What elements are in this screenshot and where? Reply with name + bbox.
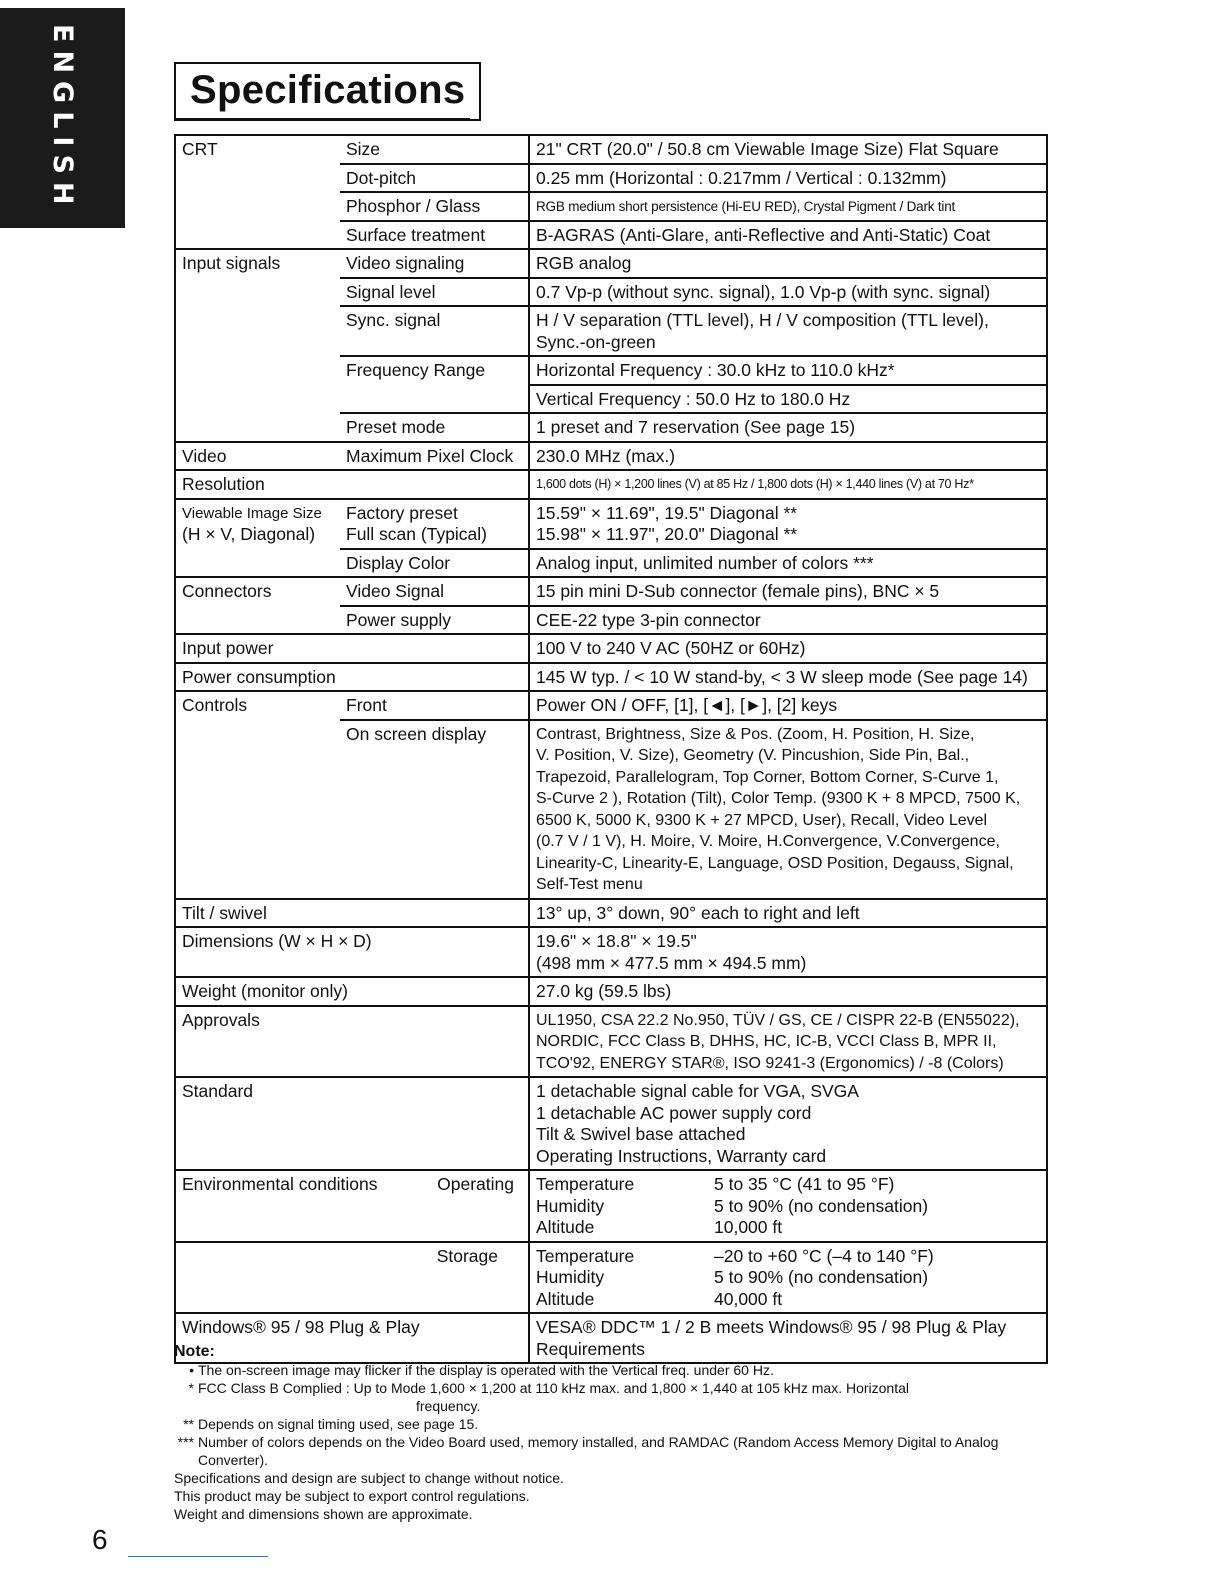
table-row bbox=[175, 899, 1047, 928]
specifications-table bbox=[174, 134, 1048, 1364]
table-cell: 0.7 Vp-p (without sync. signal), 1.0 Vp-p (with sync. signal) bbox=[529, 278, 1047, 307]
table-cell bbox=[175, 192, 340, 221]
table-cell: Vertical Frequency : 50.0 Hz to 180.0 Hz bbox=[529, 385, 1047, 414]
table-cell: 100 V to 240 V AC (50HZ or 60Hz) bbox=[529, 634, 1047, 663]
table-row bbox=[175, 192, 1047, 221]
table-row bbox=[175, 663, 1047, 692]
table-cell: Altitude bbox=[536, 1288, 595, 1309]
table-cell: Power consumption bbox=[175, 663, 529, 692]
notes-section bbox=[174, 1343, 1054, 1523]
table-cell: Viewable Image Size (H × V, Diagonal) bbox=[175, 499, 340, 549]
table-cell: 21" CRT (20.0" / 50.8 cm Viewable Image Size) Flat Square bbox=[529, 135, 1047, 164]
table-cell bbox=[529, 1242, 1047, 1314]
table-cell: Front bbox=[340, 691, 529, 720]
table-row bbox=[175, 549, 1047, 578]
table-row bbox=[175, 135, 1047, 164]
table-cell: VESA® DDC™ 1 / 2 B meets Windows® 95 / 98 Plug & Play Requirements bbox=[529, 1313, 1047, 1363]
table-row bbox=[175, 606, 1047, 635]
page-number: 6 bbox=[92, 1524, 108, 1555]
table-row bbox=[175, 691, 1047, 720]
table-cell: Input power bbox=[175, 634, 529, 663]
table-cell: Controls bbox=[175, 691, 340, 720]
table-cell: 5 to 90% (no condensation) bbox=[714, 1267, 929, 1287]
notes-heading: Note: bbox=[174, 1343, 215, 1360]
table-cell: Weight (monitor only) bbox=[175, 977, 529, 1006]
table-cell bbox=[175, 164, 340, 193]
table-cell: Video bbox=[175, 442, 340, 471]
table-row bbox=[175, 249, 1047, 278]
table-cell: Size bbox=[340, 135, 529, 164]
table-cell bbox=[175, 549, 340, 578]
note-item: * FCC Class B Complied : Up to Mode 1,600 × 1,200 at 110 kHz max. and 1,800 × 1,440 at 105 kHz max. Horizontal bbox=[188, 1380, 909, 1396]
table-cell: Altitude bbox=[536, 1217, 595, 1237]
note-item: • The on-screen image may flicker if the display is operated with the Vertical freq. under 60 Hz. bbox=[189, 1362, 774, 1378]
table-cell: Temperature bbox=[536, 1245, 635, 1266]
table-row bbox=[175, 634, 1047, 663]
table-row bbox=[175, 977, 1047, 1006]
table-cell: 145 W typ. / < 10 W stand-by, < 3 W sleep mode (See page 14) bbox=[529, 663, 1047, 692]
table-cell: Temperature bbox=[536, 1174, 635, 1194]
table-cell: Sync. signal bbox=[340, 306, 529, 356]
table-row bbox=[175, 1242, 1047, 1314]
table-cell: Maximum Pixel Clock bbox=[340, 442, 529, 471]
table-row bbox=[175, 385, 1047, 414]
note-item: *** Number of colors depends on the Video Board used, memory installed, and RAMDAC (Random Access Memory Digital to Analog Converter). bbox=[177, 1434, 999, 1468]
table-cell: UL1950, CSA 22.2 No.950, TÜV / GS, CE / CISPR 22-B (EN55022), NORDIC, FCC Class B, DHHS, HC, IC-B, VCCI Class B, MPR II, TCO'92, ENERGY STAR®, ISO 9241-3 (Ergonomics) / -8 (Colors) bbox=[529, 1006, 1047, 1078]
table-cell: Resolution bbox=[175, 470, 340, 499]
table-cell: 40,000 ft bbox=[714, 1288, 783, 1309]
note-line: Weight and dimensions shown are approximate. bbox=[174, 1506, 473, 1522]
table-cell: Frequency Range bbox=[340, 356, 529, 385]
table-cell: Tilt / swivel bbox=[175, 899, 529, 928]
table-cell: Humidity bbox=[536, 1267, 605, 1287]
table-cell: Signal level bbox=[340, 278, 529, 307]
table-row bbox=[175, 927, 1047, 977]
table-cell: RGB medium short persistence (Hi-EU RED), Crystal Pigment / Dark tint bbox=[529, 192, 1047, 221]
table-cell: Preset mode bbox=[340, 413, 529, 442]
table-cell: Phosphor / Glass bbox=[340, 192, 529, 221]
table-cell: 1,600 dots (H) × 1,200 lines (V) at 85 Hz / 1,800 dots (H) × 1,440 lines (V) at 70 Hz* bbox=[529, 470, 1047, 499]
language-tab: ENGLISH bbox=[0, 8, 125, 228]
table-cell: Horizontal Frequency : 30.0 kHz to 110.0 kHz* bbox=[529, 356, 1047, 385]
table-cell: 13° up, 3° down, 90° each to right and left bbox=[529, 899, 1047, 928]
table-cell bbox=[175, 306, 340, 356]
table-cell bbox=[175, 356, 340, 385]
table-cell: 15 pin mini D-Sub connector (female pins), BNC × 5 bbox=[529, 577, 1047, 606]
table-row bbox=[175, 356, 1047, 385]
table-cell: Standard bbox=[175, 1077, 529, 1170]
table-cell: Humidity bbox=[536, 1195, 605, 1216]
note-line: This product may be subject to export control regulations. bbox=[174, 1488, 530, 1504]
table-cell bbox=[175, 221, 340, 250]
footer-rule bbox=[128, 1556, 268, 1557]
table-row bbox=[175, 442, 1047, 471]
table-cell: Contrast, Brightness, Size & Pos. (Zoom, H. Position, H. Size, V. Position, V. Size), Geometry (V. Pincushion, Side Pin, Bal., Trapezoid, Parallelogram, Top Corner, Bottom Corner, S-Curve 1, S-Curve 2 ), Rotation (Tilt), Color Temp. (9300 K + 8 MPCD, 7500 K, 6500 K, 5000 K, 9300 K + 27 MPCD, User), Recall, Video Level (0.7 V / 1 V), H. Moire, V. Moire, H.Convergence, V.Convergence, Linearity-C, Linearity-E, Language, OSD Position, Degauss, Signal, Self-Test menu bbox=[529, 720, 1047, 899]
table-row bbox=[175, 413, 1047, 442]
table-cell: On screen display bbox=[340, 720, 529, 899]
table-cell bbox=[175, 720, 340, 899]
table-cell: 10,000 ft bbox=[714, 1217, 783, 1237]
table-cell: CEE-22 type 3-pin connector bbox=[529, 606, 1047, 635]
table-cell: Display Color bbox=[340, 549, 529, 578]
table-cell: Surface treatment bbox=[340, 221, 529, 250]
table-cell: Video Signal bbox=[340, 577, 529, 606]
table-cell: 1 preset and 7 reservation (See page 15) bbox=[529, 413, 1047, 442]
table-cell bbox=[175, 606, 340, 635]
table-row bbox=[175, 278, 1047, 307]
table-row bbox=[175, 1077, 1047, 1170]
table-cell: 1 detachable signal cable for VGA, SVGA 1 detachable AC power supply cord Tilt & Swivel base attached Operating Instructions, Warranty card bbox=[529, 1077, 1047, 1170]
note-item-continuation: frequency. bbox=[416, 1398, 481, 1414]
table-cell: –20 to +60 °C (–4 to 140 °F) bbox=[714, 1245, 934, 1266]
table-cell: Power supply bbox=[340, 606, 529, 635]
table-row bbox=[175, 577, 1047, 606]
table-cell bbox=[340, 385, 529, 414]
table-row bbox=[175, 221, 1047, 250]
table-cell: Environmental conditions Operating bbox=[175, 1170, 529, 1242]
table-row bbox=[175, 470, 1047, 499]
table-cell: Power ON / OFF, [1], [◄], [►], [2] keys bbox=[529, 691, 1047, 720]
table-cell: Storage bbox=[175, 1242, 529, 1314]
table-cell: 15.59" × 11.69", 19.5" Diagonal ** 15.98" × 11.97", 20.0" Diagonal ** bbox=[529, 499, 1047, 549]
table-cell: 0.25 mm (Horizontal : 0.217mm / Vertical : 0.132mm) bbox=[529, 164, 1047, 193]
note-line: Specifications and design are subject to change without notice. bbox=[174, 1470, 564, 1486]
table-cell: B-AGRAS (Anti-Glare, anti-Reflective and Anti-Static) Coat bbox=[529, 221, 1047, 250]
table-cell: 5 to 90% (no condensation) bbox=[714, 1195, 929, 1216]
table-cell: 5 to 35 °C (41 to 95 °F) bbox=[714, 1174, 895, 1194]
title-underline bbox=[174, 118, 470, 121]
table-cell bbox=[175, 278, 340, 307]
table-cell: Dot-pitch bbox=[340, 164, 529, 193]
table-cell bbox=[340, 470, 529, 499]
table-cell: Video signaling bbox=[340, 249, 529, 278]
table-cell: Connectors bbox=[175, 577, 340, 606]
table-cell: Input signals bbox=[175, 249, 340, 278]
table-row bbox=[175, 499, 1047, 549]
table-row bbox=[175, 1006, 1047, 1078]
table-row bbox=[175, 164, 1047, 193]
table-cell: 19.6" × 18.8" × 19.5" (498 mm × 477.5 mm × 494.5 mm) bbox=[529, 927, 1047, 977]
table-row bbox=[175, 306, 1047, 356]
note-item: ** Depends on signal timing used, see page 15. bbox=[183, 1416, 479, 1432]
table-cell: Analog input, unlimited number of colors *** bbox=[529, 549, 1047, 578]
table-row bbox=[175, 720, 1047, 899]
table-cell: 27.0 kg (59.5 lbs) bbox=[529, 977, 1047, 1006]
table-cell: Approvals bbox=[175, 1006, 529, 1078]
table-cell: 230.0 MHz (max.) bbox=[529, 442, 1047, 471]
table-cell: RGB analog bbox=[529, 249, 1047, 278]
table-cell: Dimensions (W × H × D) bbox=[175, 927, 529, 977]
table-cell: H / V separation (TTL level), H / V composition (TTL level), Sync.-on-green bbox=[529, 306, 1047, 356]
table-cell bbox=[175, 413, 340, 442]
table-cell: Factory preset Full scan (Typical) bbox=[340, 499, 529, 549]
table-cell bbox=[529, 1170, 1047, 1242]
table-cell bbox=[175, 385, 340, 414]
table-cell: CRT bbox=[175, 135, 340, 164]
table-row bbox=[175, 1170, 1047, 1242]
page-title: Specifications bbox=[174, 62, 481, 121]
table-cell: Windows® 95 / 98 Plug & Play bbox=[175, 1313, 529, 1363]
